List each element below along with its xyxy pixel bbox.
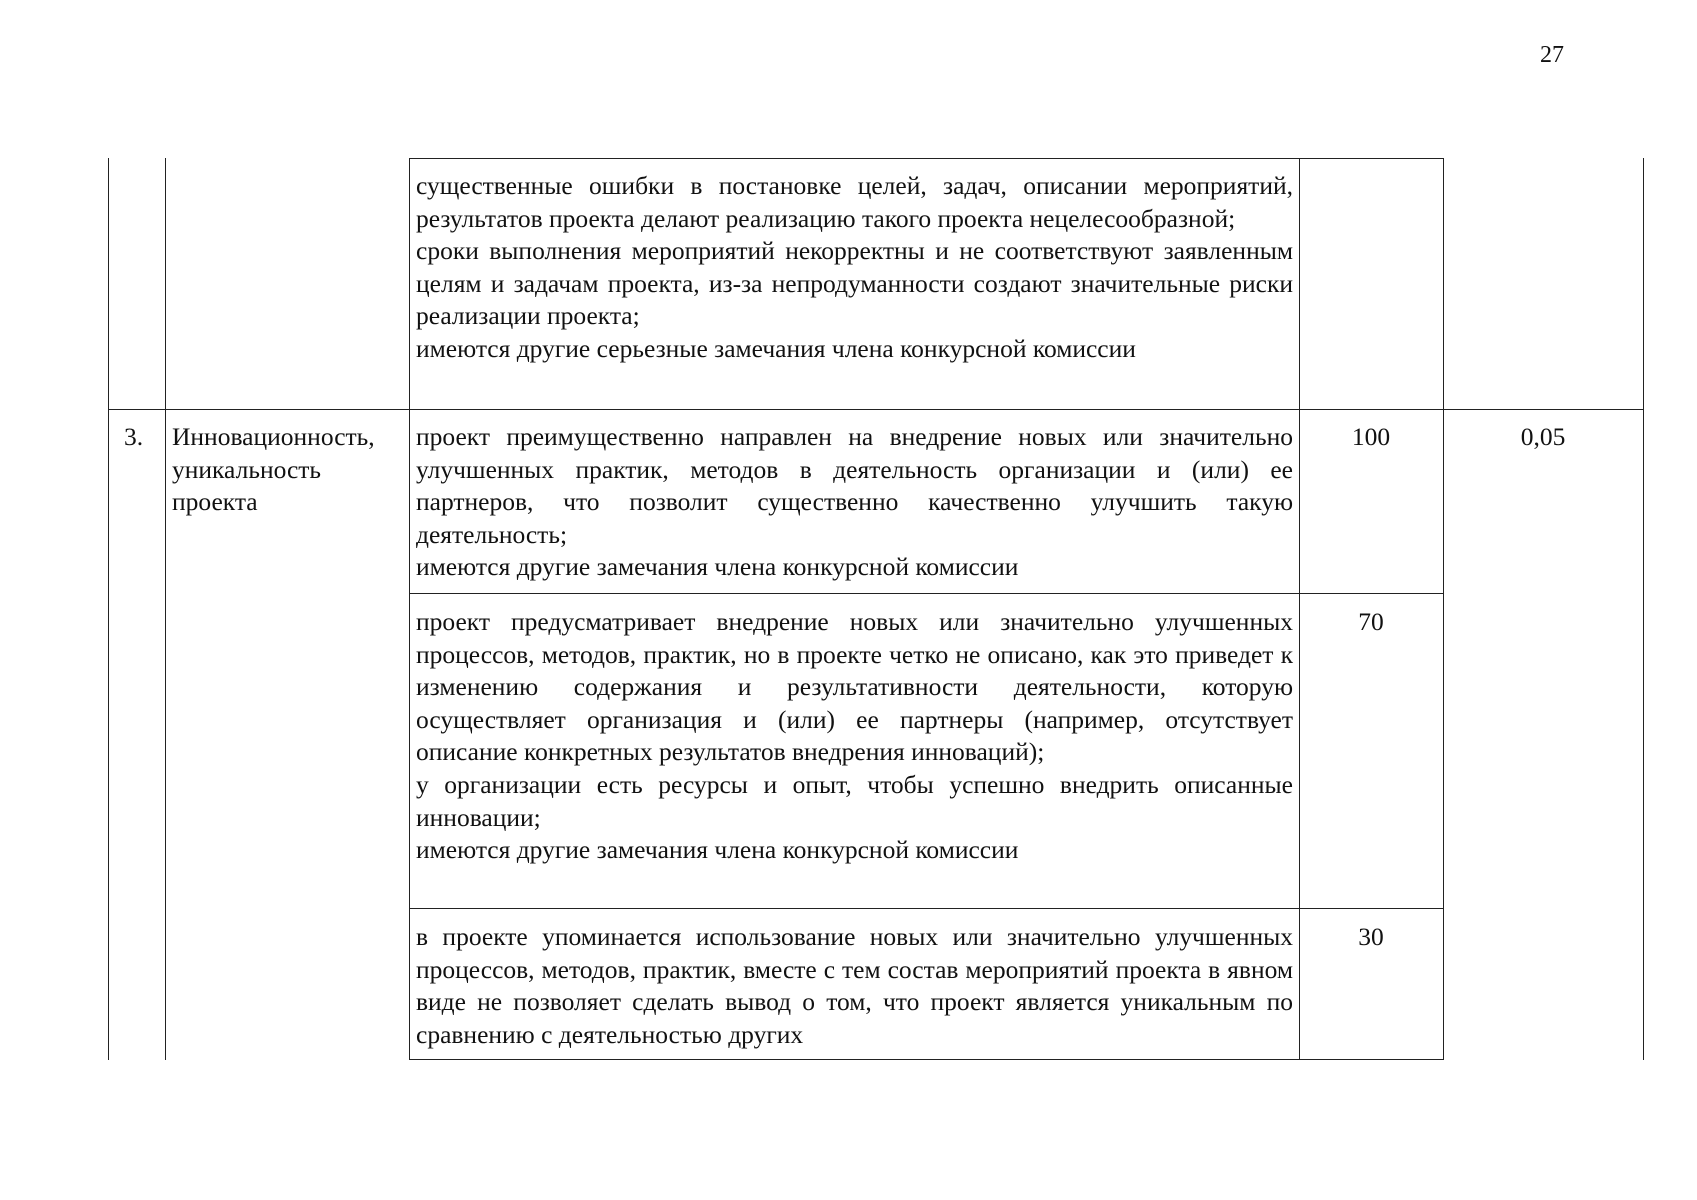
criterion-text: в проекте упоминается использование новых или значительно улучшенных процессов, методов, практик, вместе с тем состав мероприятий проекта в явном виде не позволяет сделать вывод о том, что проект является уникальным по сравнению с деятельностью других <box>416 922 1293 1049</box>
column-divider-score <box>1443 158 1444 1060</box>
criterion-text: имеются другие замечания члена конкурсной комиссии <box>416 552 1019 582</box>
level-30-score: 30 <box>1358 922 1384 951</box>
table-border-right <box>1643 158 1644 1060</box>
criterion-text: имеются другие замечания члена конкурсной комиссии <box>416 835 1019 865</box>
criterion-text: у организации есть ресурсы и опыт, чтобы успешно внедрить описанные инновации; <box>416 769 1293 832</box>
criterion-text: проект преимущественно направлен на внедрение новых или значительно улучшенных практик, методов в деятельность организации и (или) ее партнеров, что позволит существенно качественно улучшить такую деятельность; <box>416 422 1293 549</box>
column-divider-number <box>165 158 166 1060</box>
row-3-top-border <box>108 409 1643 410</box>
page-number: 27 <box>1540 42 1564 68</box>
continuation-criteria-cell <box>416 170 1293 366</box>
level-100-score: 100 <box>1351 422 1391 451</box>
criterion-text: существенные ошибки в постановке целей, задач, описании мероприятий, результатов проекта делают реализацию такого проекта нецелесообразной; <box>416 171 1293 233</box>
criterion-text: имеются другие серьезные замечания члена конкурсной комиссии <box>416 333 1136 363</box>
level-divider-30 <box>409 908 1443 909</box>
table-bottom-border <box>409 1059 1443 1060</box>
coefficient-value: 0,05 <box>1520 422 1566 451</box>
criterion-text: сроки выполнения мероприятий некорректны и не соответствуют заявленным целям и задачам проекта, из-за непродуманности создают значительные риски реализации проекта; <box>416 236 1293 331</box>
column-divider-name <box>409 158 410 1060</box>
table-border-left <box>108 158 109 1060</box>
level-70-score: 70 <box>1358 607 1384 636</box>
level-30-criteria <box>416 921 1293 1051</box>
row-number: 3. <box>124 422 144 451</box>
continuation-row-top-border <box>409 158 1443 159</box>
level-100-criteria <box>416 421 1293 584</box>
criterion-text: проект предусматривает внедрение новых или значительно улучшенных процессов, методов, практик, но в проекте четко не описано, как это приведет к изменению содержания и результативности деятельности, которую осуществляет организация и (или) ее партнеры (например, отсутствует описание конкретных результатов внедрения инноваций); <box>416 607 1293 767</box>
level-divider-70 <box>409 593 1443 594</box>
level-70-criteria <box>416 606 1293 867</box>
criterion-name: Инновационность, уникальность проекта <box>172 422 375 517</box>
